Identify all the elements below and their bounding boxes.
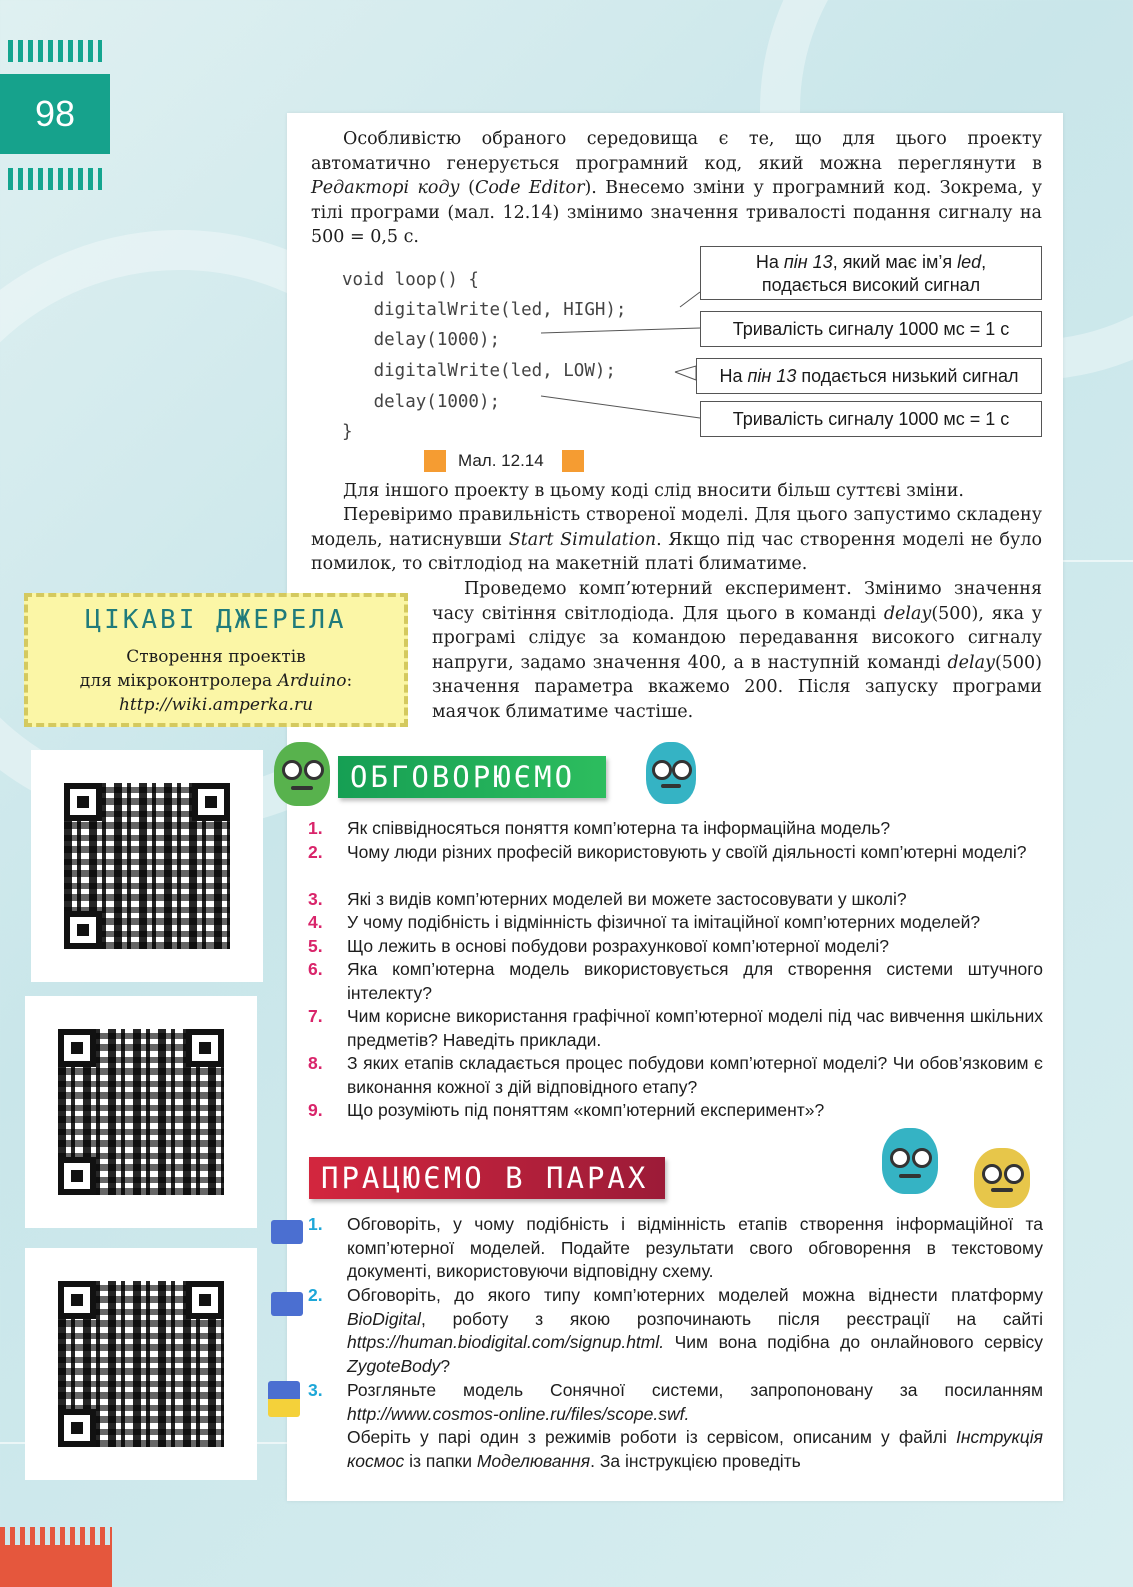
- pairs-list: 1. Обговоріть, у чому подібність і відмінність етапів створення інформаційної та комп’ютерної моделей. Подайте результати свого обговорення в текстовому документі, використовуючи відповідну схему. 2. Обговоріть, до якого типу комп’ютерних моделей можна віднести платформу BioDigital, роботу з якою розпочинають після реєстрації на сайті https://human.biodigital.com/signup.html. Чим вона подібна до онлайнового сервісу ZygoteBody? 3. Розгляньте модель Сонячної системи, запропоновану за посиланням http://www.cosmos-online.ru/files/scope.swf. Оберіть у парі один з режимів роботи із сервісом, описаним у файлі Інструкція космос із папки Моделювання. За інструкцією проведіть: [308, 1214, 1043, 1471]
- figure-marker: [562, 450, 584, 472]
- figure-caption: Мал. 12.14: [458, 451, 544, 470]
- callout-high-signal: [700, 246, 1042, 300]
- code-line: delay(1000);: [342, 392, 501, 412]
- qr-code-icon[interactable]: [58, 1281, 224, 1447]
- figure-marker: [424, 450, 446, 472]
- paragraph: Перевіримо правильність створеної моделі. Для цього запустимо складену модель, натиснувши Start Simulation. Якщо під час створення моделі не було помилок, то світлодіод на макетній платі блиматиме.: [311, 505, 1042, 574]
- paragraph: Проведемо комп’ютерний експеримент. Змінимо значення часу світіння світлодіода. Для цього в команді delay(500), яка у програмі слідує за командою передавання високого сигналу напруги, задамо значення 400, а в наступній команді delay(500) значення параметра вкажемо 200. Після запуску програми маячок блиматиме частіше.: [432, 579, 1042, 722]
- callout-line: подається високий сигнал: [761, 275, 981, 295]
- intro-text: (: [459, 178, 475, 198]
- qr-code-icon[interactable]: [64, 783, 230, 949]
- link[interactable]: https://human.biodigital.com/signup.html.: [347, 1332, 665, 1352]
- callout-line: На пін 13, який має ім’я led,: [755, 252, 987, 272]
- qr-card[interactable]: [25, 1248, 257, 1480]
- intro-text: ). Внесемо зміни у програмний код. Зокрема, у тілі програми (мал. 12.14) змінимо значення тривалості подання сигналу на 500 = 0,5 с.: [311, 178, 1043, 247]
- lego-brick-icon: [271, 1220, 303, 1244]
- code-line: digitalWrite(led, LOW);: [342, 361, 616, 381]
- robot-teal-icon: [646, 742, 696, 804]
- page-number: 98: [34, 93, 76, 134]
- sources-line: Створення проектів: [126, 647, 306, 667]
- sources-box: [24, 593, 408, 727]
- robot-yellow-icon: [974, 1148, 1030, 1208]
- qr-card[interactable]: [31, 750, 263, 982]
- lego-brick-icon: [271, 1292, 303, 1316]
- robot-green-icon: [274, 742, 330, 806]
- intro-italic: Code Editor: [475, 178, 585, 198]
- callout-low-signal: На пін 13 подається низький сигнал: [696, 358, 1042, 394]
- sources-link[interactable]: http://wiki.amperka.ru: [118, 695, 314, 715]
- sources-title: ЦІКАВІ ДЖЕРЕЛА: [85, 605, 347, 635]
- paragraph: Для іншого проекту в цьому коді слід вносити більш суттєві зміни.: [343, 481, 964, 501]
- code-line: digitalWrite(led, HIGH);: [342, 300, 627, 320]
- callout-duration: Тривалість сигналу 1000 мс = 1 с: [700, 401, 1042, 437]
- qr-code-icon[interactable]: [58, 1029, 224, 1195]
- discuss-banner: ОБГОВОРЮЄМО: [338, 756, 606, 798]
- qr-card[interactable]: [25, 996, 257, 1228]
- sources-text: [28, 645, 404, 717]
- code-line: }: [342, 422, 353, 442]
- pairs-banner: ПРАЦЮЄМО В ПАРАХ: [309, 1157, 665, 1199]
- lego-brick-icon: [268, 1381, 300, 1417]
- link[interactable]: http://www.cosmos-online.ru/files/scope.swf.: [347, 1403, 690, 1424]
- code-line: void loop() {: [342, 270, 479, 290]
- code-line: delay(1000);: [342, 330, 501, 350]
- discuss-list: 1. Як співвідносяться поняття комп’ютерна та інформаційна модель? 2. Чому люди різних професій використовують у своїй діяльності комп’ютерні моделі? 3. Які з видів комп’ютерних моделей ви можете застосовувати у школі? 4. У чому подібність і відмінність фізичної та імітаційної комп’ютерних моделей? 5. Що лежить в основі побудови розрахункової комп’ютерної моделі? 6. Яка комп’ютерна модель використовується для створення системи штучного інтелекту? 7. Чим корисне використання графічної комп’ютерної моделі під час вивчення шкільних предметів? Наведіть приклади. 8. З яких етапів складається процес побудови комп’ютерної моделі? Чи обов’язковим є виконання кожної з дій відповідного етапу? 9. Що розуміють під поняттям «комп’ютерний експеримент»?: [308, 818, 1043, 1120]
- intro-text: Особливістю обраного середовища є те, що для цього проекту автоматично генерується програмний код, який можна переглянути в: [311, 129, 1042, 174]
- callout-duration: Тривалість сигналу 1000 мс = 1 с: [700, 311, 1042, 347]
- intro-italic: Редакторі коду: [311, 178, 460, 198]
- robot-teal-icon: [882, 1128, 938, 1194]
- sources-line: для мікроконтролера Arduino:: [79, 671, 353, 691]
